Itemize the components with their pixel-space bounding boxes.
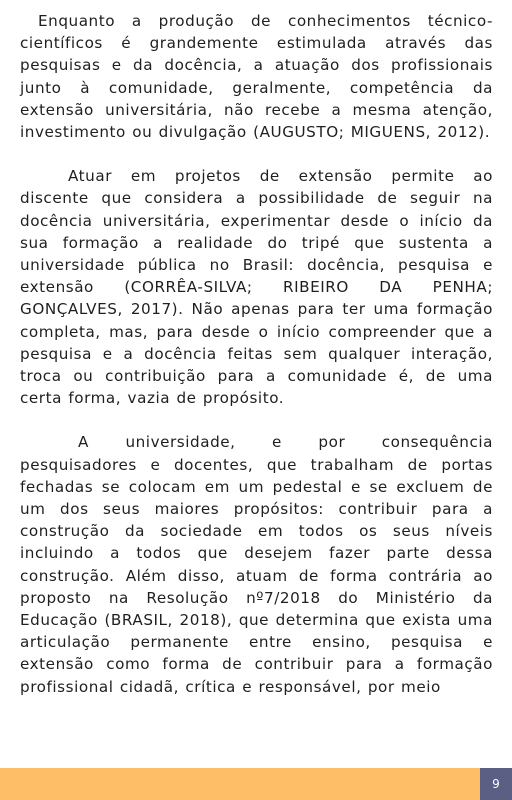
page-number: 9 [480, 768, 512, 800]
paragraph: Atuar em projetos de extensão permite ao discente que considera a possibilidade de seguir na docência universitária, experimentar desde o início da sua formação a realidade do tripé que sustenta a universidade pública no Brasil: docência, pesquisa e extensão (CORRÊA-SILVA; RIBEIRO DA PENHA; GONÇALVES, 2017). Não apenas para ter uma formação completa, mas, para desde o início compreender que a pesquisa e a docência feitas sem qualquer interação, troca ou contribuição para a comunidade é, de uma certa forma, vazia de propósito. [20, 167, 493, 408]
paragraph: Enquanto a produção de conhecimentos técnico-científicos é grandemente estimulada através das pesquisas e da docência, a atuação dos profissionais junto à comunidade, geralmente, competência da extensão universitária, não recebe a mesma atenção, investimento ou divulgação (AUGUSTO; MIGUENS, 2012). [20, 12, 493, 142]
footer-bar [0, 768, 480, 800]
paragraph: A universidade, e por consequência pesquisadores e docentes, que trabalham de portas fechadas se colocam em um pedestal e se excluem de um dos seus maiores propósitos: contribuir para a construção da sociedade em todos os seus níveis incluindo a todos que desejem fazer parte dessa construção. Além disso, atuam de forma contrária ao proposto na Resolução nº7/2018 do Ministério da Educação (BRASIL, 2018), que determina que exista uma articulação permanente entre ensino, pesquisa e extensão como forma de contribuir para a formação profissional cidadã, crítica e responsável, por meio [20, 433, 493, 696]
page-body [20, 10, 493, 698]
